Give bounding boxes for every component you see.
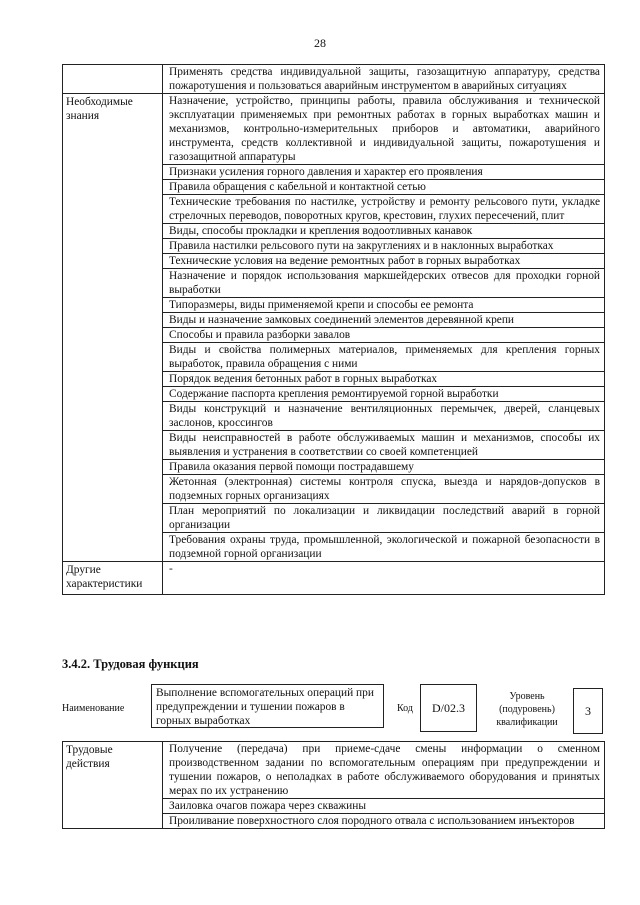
knowledge-item: План мероприятий по локализации и ликвидации последствий аварий в горной организации <box>163 504 605 533</box>
table-row <box>63 562 605 595</box>
knowledge-item: Способы и правила разборки завалов <box>163 328 605 343</box>
section-title: 3.4.2. Трудовая функция <box>62 657 199 671</box>
knowledge-item: Требования охраны труда, промышленной, экологической и пожарной безопасности в подземной горной организации <box>163 533 605 562</box>
knowledge-item: Назначение и порядок использования маркшейдерских отвесов для проходки горной выработки <box>163 269 605 298</box>
table-row <box>63 94 605 165</box>
actions-label: Трудовые действия <box>63 742 163 829</box>
knowledge-item: Назначение, устройство, принципы работы, правила обслуживания и технической эксплуатации применяемых при ремонтных работах в горных выработках машин и механизмов, контрольно-измерительных приборов и автоматики, аварийного инструмента, средств коллективной и индивидуальной защиты, пожаротушения и газозащитной аппаратуры <box>163 94 605 165</box>
table-row <box>63 742 605 799</box>
knowledge-item: Правила настилки рельсового пути на закруглениях и в наклонных выработках <box>163 239 605 254</box>
code-value: D/02.3 <box>420 684 477 732</box>
other-label: Другие характеристики <box>63 562 163 595</box>
knowledge-item: Виды и свойства полимерных материалов, применяемых для крепления горных выработок, правила обращения с ними <box>163 343 605 372</box>
actions-table <box>62 741 605 829</box>
knowledge-item: Технические условия на ведение ремонтных работ в горных выработках <box>163 254 605 269</box>
knowledge-label: Необходимые знания <box>63 94 163 562</box>
knowledge-item: Содержание паспорта крепления ремонтируемой горной выработки <box>163 387 605 402</box>
knowledge-item: Виды конструкций и назначение вентиляционных перемычек, дверей, сланцевых заслонов, кроссингов <box>163 402 605 431</box>
knowledge-table <box>62 64 605 595</box>
knowledge-item: Типоразмеры, виды применяемой крепи и способы ее ремонта <box>163 298 605 313</box>
level-value: 3 <box>573 688 603 734</box>
knowledge-item: Правила обращения с кабельной и контактной сетью <box>163 180 605 195</box>
page-number: 28 <box>314 36 326 50</box>
knowledge-item: Виды и назначение замковых соединений элементов деревянной крепи <box>163 313 605 328</box>
name-label: Наименование <box>62 703 125 714</box>
code-label: Код <box>397 703 413 714</box>
level-label: Уровень (подуровень) квалификации <box>496 691 558 728</box>
action-item: Получение (передача) при приеме-сдаче смены информации о сменном производственном задании по вспомогательным операциям при предупреждении и тушении пожаров, о неполадках в работе обслуживаемого оборудования и принятых мерах по их устранению <box>163 742 605 799</box>
knowledge-item: Жетонная (электронная) системы контроля спуска, выезда и нарядов-допусков в подземных горных организациях <box>163 475 605 504</box>
other-value: - <box>163 562 605 595</box>
knowledge-item: Порядок ведения бетонных работ в горных выработках <box>163 372 605 387</box>
function-name: Выполнение вспомогательных операций при предупреждении и тушении пожаров в горных выработках <box>151 684 384 728</box>
knowledge-item: Технические требования по настилке, устройству и ремонту рельсового пути, укладке стрелочных переводов, поворотных кругов, крестовин, глухих пересечений, плит <box>163 195 605 224</box>
action-item: Заиловка очагов пожара через скважины <box>163 799 605 814</box>
knowledge-item: Виды, способы прокладки и крепления водоотливных канавок <box>163 224 605 239</box>
empty-cell <box>63 65 163 94</box>
knowledge-item: Правила оказания первой помощи пострадавшему <box>163 460 605 475</box>
table-row <box>63 65 605 94</box>
knowledge-item: Признаки усиления горного давления и характер его проявления <box>163 165 605 180</box>
skill-item: Применять средства индивидуальной защиты, газозащитную аппаратуру, средства пожаротушения и пользоваться аварийным инструментом в аварийных ситуациях <box>163 65 605 94</box>
knowledge-item: Виды неисправностей в работе обслуживаемых машин и механизмов, способы их выявления и устранения в соответствии со своей компетенцией <box>163 431 605 460</box>
action-item: Проиливание поверхностного слоя породного отвала с использованием инъекторов <box>163 814 605 829</box>
